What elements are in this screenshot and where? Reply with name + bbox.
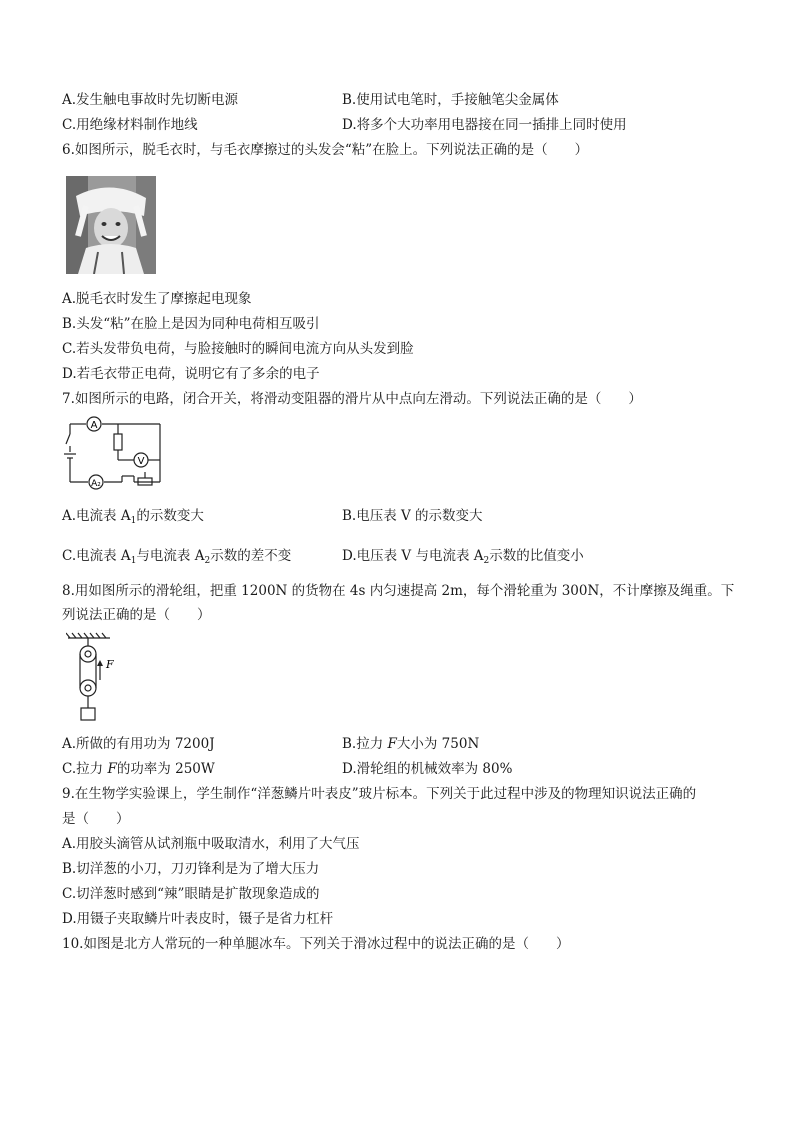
- q10-stem: 10.如图是北方人常玩的一种单腿冰车。下列关于滑冰过程中的说法正确的是（ ）: [62, 936, 570, 952]
- q8-option-d: D.滑轮组的机械效率为 80%: [342, 761, 513, 777]
- ammeter-a2-label: A₂: [91, 479, 101, 489]
- q7-circuit-svg: [62, 414, 166, 494]
- q9-stem-line2: 是（ ）: [62, 811, 130, 827]
- q8-option-c: C.拉力 F的功率为 250W: [62, 761, 215, 777]
- q7-stem: 7.如图所示的电路，闭合开关，将滑动变阻器的滑片从中点向左滑动。下列说法正确的是（ ）: [62, 391, 642, 407]
- q7-option-d: D.电压表 V 与电流表 $A_2$示数的比值变小: [342, 548, 584, 566]
- q9-option-a: A.用胶头滴管从试剂瓶中吸取清水，利用了大气压: [62, 836, 360, 852]
- q7-option-a: A.电流表 $A_1$的示数变大: [62, 508, 204, 526]
- q9-stem-line1: 9.在生物学实验课上，学生制作“洋葱鳞片叶表皮”玻片标本。下列关于此过程中涉及的物理知识说法正确的: [62, 786, 697, 802]
- q7-option-b: B.电压表 V 的示数变大: [342, 508, 483, 524]
- q5-option-d: D.将多个大功率用电器接在同一插排上同时使用: [342, 117, 627, 133]
- q9-option-c: C.切洋葱时感到“辣”眼睛是扩散现象造成的: [62, 886, 320, 902]
- ammeter-a1-label: A: [90, 420, 98, 431]
- q5-option-c: C.用绝缘材料制作地线: [62, 117, 198, 133]
- voltmeter-label: V: [137, 456, 145, 467]
- q8-option-a: A.所做的有用功为 7200J: [62, 736, 215, 752]
- q6-option-c: C.若头发带负电荷，与脸接触时的瞬间电流方向从头发到脸: [62, 341, 414, 357]
- q8-pulley-svg: [66, 632, 126, 728]
- q5-option-a: A.发生触电事故时先切断电源: [62, 92, 239, 108]
- q5-option-b: B.使用试电笔时，手接触笔尖金属体: [342, 92, 559, 108]
- q8-pulley-diagram: [66, 632, 126, 732]
- q8-stem-line1: 8.用如图所示的滑轮组，把重 1200N 的货物在 4s 内匀速提高 2m，每个滑轮重为 300N，不计摩擦及绳重。下: [62, 583, 735, 599]
- q6-photo: [66, 176, 156, 274]
- q6-option-d: D.若毛衣带正电荷，说明它有了多余的电子: [62, 366, 320, 382]
- q9-option-b: B.切洋葱的小刀，刀刃锋利是为了增大压力: [62, 861, 320, 877]
- q9-option-d: D.用镊子夹取鳞片叶表皮时，镊子是省力杠杆: [62, 911, 334, 927]
- q7-circuit-diagram: [62, 414, 166, 498]
- q8-option-b: B.拉力 F大小为 750N: [342, 736, 480, 752]
- q8-stem-line2: 列说法正确的是（ ）: [62, 607, 211, 623]
- q6-option-a: A.脱毛衣时发生了摩擦起电现象: [62, 291, 252, 307]
- q7-option-c: C.电流表 $A_1$与电流表 $A_2$示数的差不变: [62, 548, 292, 566]
- q6-photo-image: [66, 176, 156, 274]
- q6-stem: 6.如图所示，脱毛衣时，与毛衣摩擦过的头发会“粘”在脸上。下列说法正确的是（ ）: [62, 142, 589, 158]
- q6-option-b: B.头发“粘”在脸上是因为同种电荷相互吸引: [62, 316, 320, 332]
- force-label: F: [106, 658, 114, 671]
